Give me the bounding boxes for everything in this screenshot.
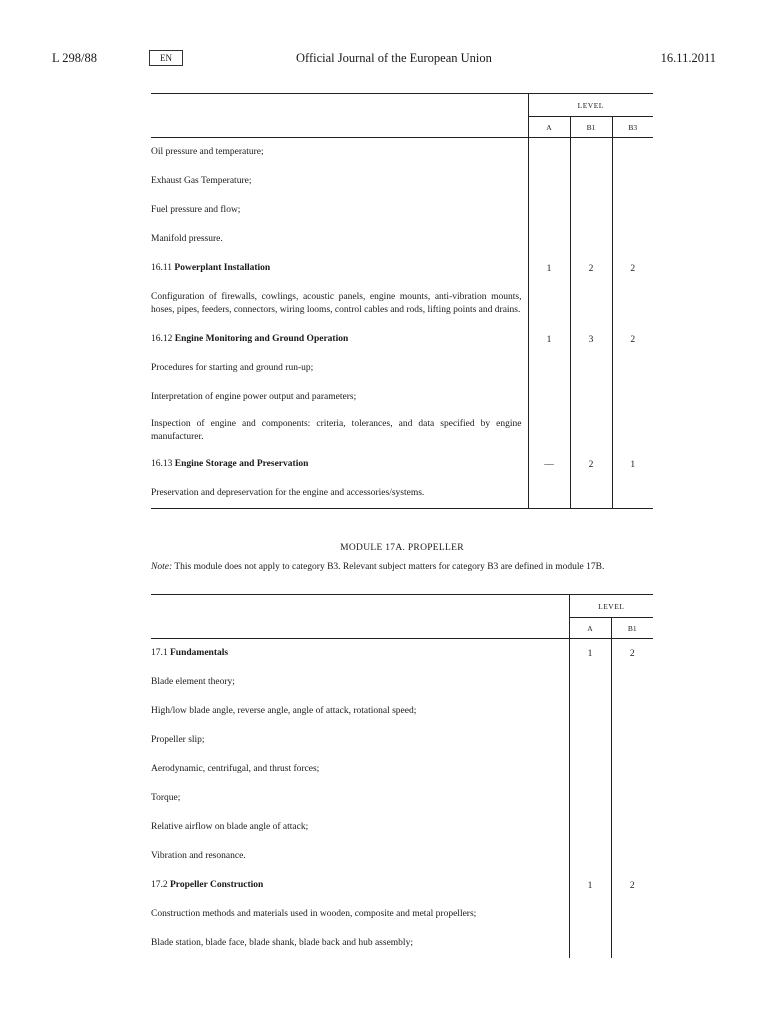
level-b3: 2	[612, 325, 653, 354]
topic-text: Aerodynamic, centrifugal, and thrust forces;	[151, 764, 320, 775]
level-b3	[612, 196, 653, 225]
level-b1	[611, 668, 653, 697]
level-a: 1	[569, 639, 611, 669]
topic-text: Preservation and depreservation for the engine and accessories/systems.	[151, 488, 425, 499]
level-b1	[611, 755, 653, 784]
level-a	[528, 167, 570, 196]
level-b3	[612, 479, 653, 509]
topic-row	[151, 138, 653, 168]
note-text: This module does not apply to category B3. Relevant subject matters for category B3 are defined in module 17B.	[172, 562, 605, 572]
note-label: Note:	[151, 562, 173, 572]
topic-text: Blade element theory;	[151, 677, 235, 688]
col-header-b1: B1	[611, 618, 653, 639]
topic-text: Configuration of firewalls, cowlings, acoustic panels, engine mounts, anti-vibration mounts, hoses, pipes, feeders, connectors, wiring looms, control cables and rods, lifting points and drains.	[151, 292, 522, 315]
topic-text: Manifold pressure.	[151, 234, 223, 245]
level-a: 1	[528, 254, 570, 283]
topic-row	[151, 479, 653, 509]
level-b1: 3	[570, 325, 612, 354]
section-row	[151, 325, 653, 354]
topic-row	[151, 813, 653, 842]
topic-text: Torque;	[151, 793, 181, 804]
level-a	[528, 196, 570, 225]
topic-row	[151, 726, 653, 755]
level-b1: 2	[570, 254, 612, 283]
topic-row	[151, 283, 653, 325]
topic-text: Interpretation of engine power output and parameters;	[151, 392, 357, 403]
topic-text: Blade station, blade face, blade shank, blade back and hub assembly;	[151, 938, 413, 949]
topic-row	[151, 697, 653, 726]
section-title: Engine Monitoring and Ground Operation	[174, 334, 349, 345]
col-header-a: A	[569, 618, 611, 639]
syllabus-table-module-17a	[151, 594, 653, 958]
section-number: 16.13	[151, 459, 173, 470]
topic-row	[151, 412, 653, 450]
section-number: 16.12	[151, 334, 173, 345]
level-a	[528, 383, 570, 412]
topic-text: Inspection of engine and components: criteria, tolerances, and data specified by engine manufacturer.	[151, 419, 522, 442]
level-a	[569, 900, 611, 929]
level-b1	[611, 929, 653, 958]
level-a	[528, 479, 570, 509]
level-a	[528, 354, 570, 383]
level-b3	[612, 383, 653, 412]
section-number: 16.11	[151, 263, 173, 274]
level-b3	[612, 412, 653, 450]
level-a	[528, 412, 570, 450]
level-b1: 2	[611, 871, 653, 900]
topic-text: Construction methods and materials used in wooden, composite and metal propellers;	[151, 909, 477, 920]
level-a	[569, 929, 611, 958]
level-a	[569, 668, 611, 697]
topic-text: Exhaust Gas Temperature;	[151, 176, 252, 187]
level-a	[569, 755, 611, 784]
section-number: 17.1	[151, 648, 168, 659]
module-title: MODULE 17A. PROPELLER	[340, 543, 464, 553]
level-a	[569, 726, 611, 755]
col-header-a: A	[528, 117, 570, 138]
topic-text: Fuel pressure and flow;	[151, 205, 241, 216]
module-note	[151, 561, 653, 573]
level-a	[528, 225, 570, 254]
topic-row	[151, 383, 653, 412]
level-b1	[570, 479, 612, 509]
level-b1	[570, 138, 612, 168]
topic-text: High/low blade angle, reverse angle, angle of attack, rotational speed;	[151, 706, 417, 717]
level-b1: 2	[570, 450, 612, 479]
topic-row	[151, 842, 653, 871]
level-b3	[612, 283, 653, 325]
journal-title: Official Journal of the European Union	[296, 51, 492, 65]
topic-text: Vibration and resonance.	[151, 851, 246, 862]
section-title: Powerplant Installation	[174, 263, 271, 274]
level-b1	[611, 784, 653, 813]
level-a: —	[528, 450, 570, 479]
topic-text: Oil pressure and temperature;	[151, 147, 264, 158]
level-a: 1	[569, 871, 611, 900]
section-title: Propeller Construction	[170, 880, 264, 891]
level-b1	[611, 813, 653, 842]
level-b1	[570, 196, 612, 225]
topic-row	[151, 929, 653, 958]
publication-date: 16.11.2011	[660, 51, 716, 65]
section-number: 17.2	[151, 880, 168, 891]
level-b1	[570, 383, 612, 412]
level-b1	[570, 354, 612, 383]
level-a	[569, 784, 611, 813]
level-b1	[611, 697, 653, 726]
syllabus-table-module-16	[151, 93, 653, 509]
topic-row	[151, 784, 653, 813]
language-badge: EN	[149, 50, 183, 66]
level-a	[528, 138, 570, 168]
col-header-b3: B3	[612, 117, 653, 138]
level-b3	[612, 354, 653, 383]
topic-text: Relative airflow on blade angle of attack;	[151, 822, 309, 833]
level-header: LEVEL	[569, 595, 653, 618]
section-title: Fundamentals	[170, 648, 229, 659]
section-row	[151, 639, 653, 669]
section-title: Engine Storage and Preservation	[174, 459, 309, 470]
level-a	[569, 697, 611, 726]
topic-row	[151, 668, 653, 697]
level-b1: 2	[611, 639, 653, 669]
page-reference: L 298/88	[52, 51, 98, 65]
level-a	[528, 283, 570, 325]
level-b3	[612, 225, 653, 254]
topic-row	[151, 196, 653, 225]
level-a	[569, 813, 611, 842]
level-b1	[570, 412, 612, 450]
level-b3: 2	[612, 254, 653, 283]
level-b1	[611, 842, 653, 871]
topic-row	[151, 354, 653, 383]
topic-row	[151, 225, 653, 254]
section-row	[151, 254, 653, 283]
level-b1	[611, 900, 653, 929]
topic-row	[151, 167, 653, 196]
level-b3	[612, 167, 653, 196]
level-b1	[570, 283, 612, 325]
topic-row	[151, 900, 653, 929]
level-b3	[612, 138, 653, 168]
level-b1	[570, 225, 612, 254]
level-a: 1	[528, 325, 570, 354]
level-b1	[570, 167, 612, 196]
section-row	[151, 450, 653, 479]
topic-text: Propeller slip;	[151, 735, 205, 746]
section-row	[151, 871, 653, 900]
col-header-b1: B1	[570, 117, 612, 138]
level-b1	[611, 726, 653, 755]
level-header: LEVEL	[528, 94, 653, 117]
level-a	[569, 842, 611, 871]
topic-text: Procedures for starting and ground run-up;	[151, 363, 314, 374]
topic-row	[151, 755, 653, 784]
level-b3: 1	[612, 450, 653, 479]
